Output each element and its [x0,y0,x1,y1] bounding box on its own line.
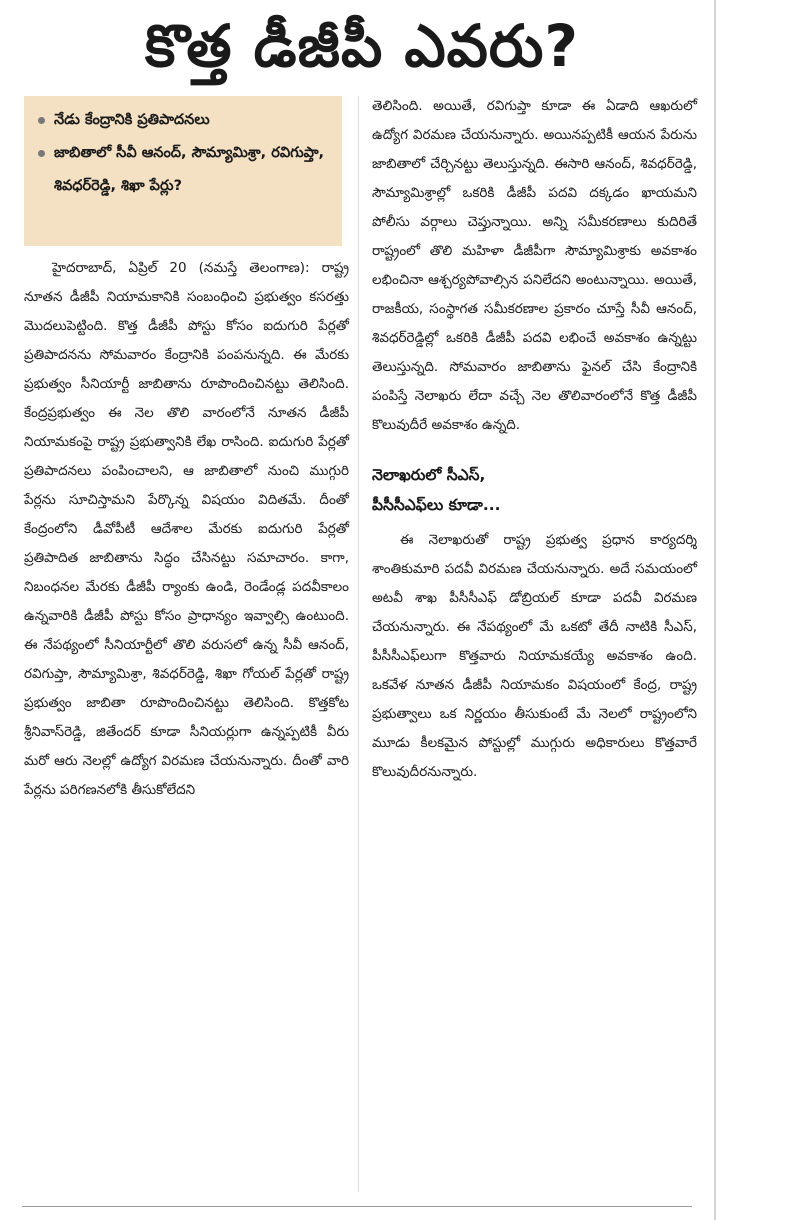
headline: కొత్త డీజీపీ ఎవరు? [145,12,579,80]
subheading-line: పీసీసీఎఫ్‌లు కూడా... [372,496,501,514]
highlight-item [34,104,334,137]
highlight-box [24,96,342,246]
column-divider [358,96,359,1192]
bullet-dot-icon [38,150,45,157]
bottom-rule [22,1206,692,1207]
page-edge-rule [714,0,716,1220]
subheading-line: నెలాఖరులో సీఎస్, [372,466,486,484]
highlight-text: జాబితాలో సీవీ ఆనంద్, సౌమ్యామిశ్రా, రవిగుప్తా, శివధర్‌రెడ్డి, శిఖా పేర్లు? [54,145,325,194]
body-paragraph-left: హైదరాబాద్, ఏప్రిల్ 20 (నమస్తే తెలంగాణ): రాష్ట్ర నూతన డీజీపీ నియామకానికి సంబంధించి ప్రభుత్వం కసరత్తు మొదలుపెట్టింది. కొత్త డీజీపీ పోస్టు కోసం ఐదుగురి పేర్లతో ప్రతిపాదనను సోమవారం కేంద్రానికి పంపనున్నది. ఈ మేరకు ప్రభుత్వం సీనియార్టీ జాబితాను రూపొందించినట్టు తెలిసింది. కేంద్రప్రభుత్వం ఈ నెల తొలి వారంలోనే నూతన డీజీపీ నియామకంపై రాష్ట్ర ప్రభుత్వానికి లేఖ రాసింది. ఐదుగురి పేర్లతో ప్రతిపాదనలు పంపించాలని, ఆ జాబితాలో నుంచి ముగ్గురి పేర్లను సూచిస్తామని పేర్కొన్న విషయం విదితమే. దీంతో కేంద్రంలోని డీవోపీటీ ఆదేశాల మేరకు ఐదుగురి పేర్లతో ప్రతిపాదిత జాబితాను సిద్ధం చేసినట్టు సమాచారం. కాగా, నిబంధనల మేరకు డీజీపీ ర్యాంకు ఉండి, రెండేండ్ల పదవీకాలం ఉన్నవారికి డీజీపీ పోస్టు కోసం ప్రాధాన్యం ఇవ్వాల్సి ఉంటుంది. ఈ నేపథ్యంలో సీనియార్టీలో తొలి వరుసలో ఉన్న సీవీ ఆనంద్, రవిగుప్తా, సౌమ్యామిశ్రా, శివధర్‌రెడ్డి, శిఖా గోయల్ పేర్లతో రాష్ట్ర ప్రభుత్వం జాబితా రూపొందించినట్టు తెలిసింది. కొత్తకోట శ్రీనివాస్‌రెడ్డి, జితేందర్ కూడా సీనియర్లుగా ఉన్నప్పటికీ వీరు మరో ఆరు నెలల్లో ఉద్యోగ విరమణ చేయనున్నారు. దీంతో వారి పేర్లను పరిగణనలోకి తీసుకోలేదని [24,260,349,798]
highlight-list [34,104,334,203]
subheading [372,460,697,520]
body-paragraph-sub: ఈ నెలాఖరుతో రాష్ట్ర ప్రభుత్వ ప్రధాన కార్యదర్శి శాంతికుమారి పదవీ విరమణ చేయనున్నారు. అదే సమయంలో అటవీ శాఖ పీసీసీఎఫ్ డోబ్రియల్ కూడా పదవీ విరమణ చేయనున్నారు. ఈ నేపథ్యంలో మే ఒకటో తేదీ నాటికి సీఎస్, పీసీసీఎఫ్‌లుగా కొత్తవారు నియామకయ్యే అవకాశం ఉంది. ఒకవేళ నూతన డీజీపీ నియామకం విషయంలో కేంద్ర, రాష్ట్ర ప్రభుత్వాలు ఒక నిర్ణయం తీసుకుంటే మే నెలలో రాష్ట్రంలోని మూడు కీలకమైన పోస్టుల్లో ముగ్గురు అధికారులు కొత్తవారే కొలువుదీరనున్నారు. [372,532,697,780]
article-column-left [24,254,349,805]
article-column-right [372,92,697,787]
bullet-dot-icon [38,117,45,124]
highlight-item [34,137,334,203]
body-paragraph-right: తెలిసింది. అయితే, రవిగుప్తా కూడా ఈ ఏడాది ఆఖరులో ఉద్యోగ విరమణ చేయనున్నారు. అయినప్పటికీ ఆయన పేరును జాబితాలో చేర్చినట్టు తెలుస్తున్నది. ఈసారి ఆనంద్, శివధర్‌రెడ్డి, సౌమ్యామిశ్రాల్లో ఒకరికి డీజీపీ పదవి దక్కడం ఖాయమని పోలీసు వర్గాలు చెప్తున్నాయి. అన్ని సమీకరణాలు కుదిరితే రాష్ట్రంలో తొలి మహిళా డీజీపీగా సౌమ్యామిశ్రాకు అవకాశం లభించినా ఆశ్చర్యపోవాల్సిన పనిలేదని అంటున్నాయి. అయితే, రాజకీయ, సంస్థాగత సమీకరణాల ప్రకారం చూస్తే సీవీ ఆనంద్, శివధర్‌రెడ్డిల్లో ఒకరికి డీజీపీ పదవి లభించే అవకాశం ఉన్నట్టు తెలుస్తున్నది. సోమవారం జాబితాను ఫైనల్ చేసి కేంద్రానికి పంపిస్తే నెలాఖరు లేదా వచ్చే నెల తొలివారంలోనే కొత్త డీజీపీ కొలువుదీరే అవకాశం ఉన్నది. [372,98,697,433]
highlight-text: నేడు కేంద్రానికి ప్రతిపాదనలు [54,112,210,128]
